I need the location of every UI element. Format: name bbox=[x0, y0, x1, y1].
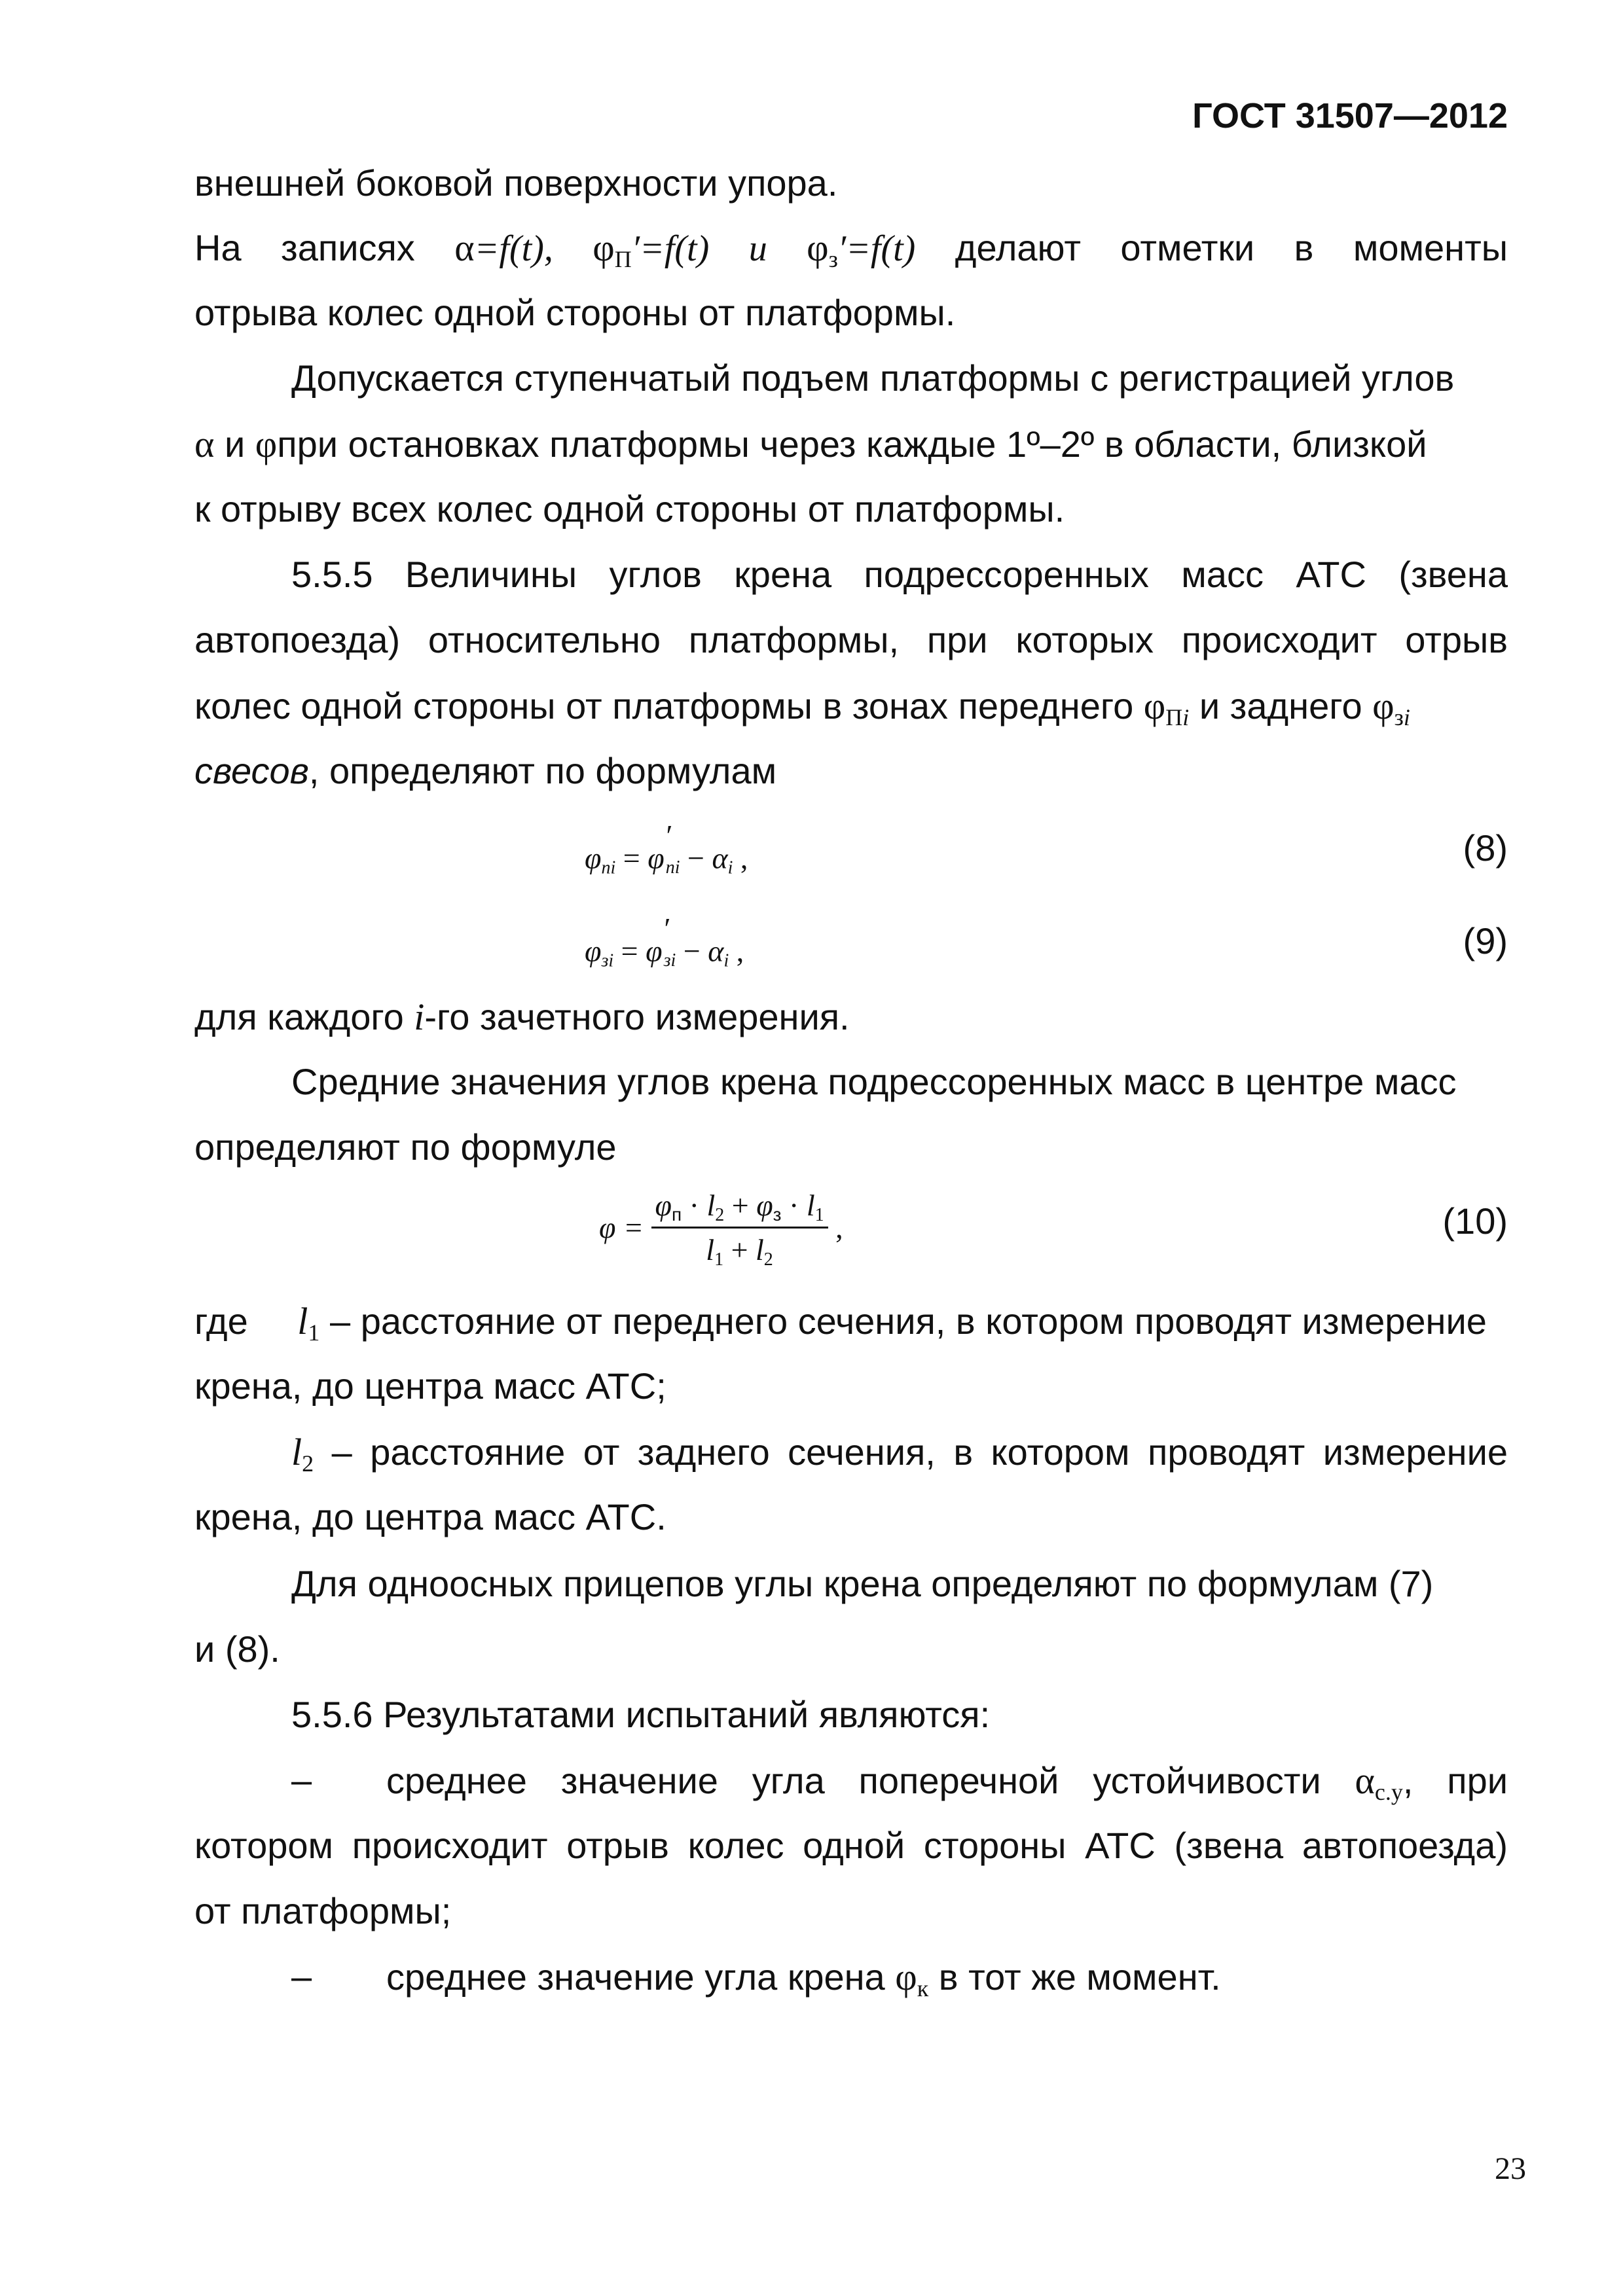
list-item-1-line-1: среднее значение угла поперечной устойчивости $\alpha_{с.у}$, при bbox=[386, 1759, 1508, 1805]
definition-l2: $l_2$ – расстояние от заднего сечения, в котором проводят измерение bbox=[291, 1431, 1508, 1477]
symbol-l2: $l_2$ bbox=[291, 1431, 314, 1477]
paragraph-7-line-2: и (8). bbox=[194, 1628, 280, 1670]
equation-8: $\varphi_{пi} = \varphi'_{пi} - \alpha_i$ , bbox=[585, 819, 748, 878]
paragraph-7-line-1: Для одноосных прицепов углы крена определяют по формулам (7) bbox=[291, 1563, 1434, 1604]
definition-l1: где $l_1$ – расстояние от переднего сечения, в котором проводят измерение bbox=[194, 1300, 1487, 1346]
paragraph-3-line-1: Допускается ступенчатый подъем платформы с регистрацией углов bbox=[291, 357, 1455, 399]
equation-10-number: (10) bbox=[1442, 1200, 1508, 1242]
paragraph-4-line-1: 5.5.5 Величины углов крена подрессоренных масс АТС (звена bbox=[291, 554, 1508, 595]
symbol-phi-k: $\varphi_к$ bbox=[895, 1956, 929, 2001]
symbol-l1: $l_1$ bbox=[297, 1300, 320, 1346]
equation-10-fraction bbox=[651, 1188, 828, 1270]
list-item-1-line-2: котором происходит отрыв колес одной стороны АТС (звена автопоезда) bbox=[194, 1825, 1508, 1866]
paragraph-1: внешней боковой поверхности упора. bbox=[194, 162, 838, 204]
paragraph-4-line-3: колес одной стороны от платформы в зонах переднего $\varphi_{Пi}$ и заднего $\varphi_{зi}$ bbox=[194, 685, 1410, 730]
list-item-1-dash: – bbox=[291, 1759, 312, 1801]
fraction-numerator: $\varphi_п \cdot l_2 + \varphi_з \cdot l_1$ bbox=[651, 1188, 828, 1229]
paragraph-3-line-3: к отрыву всех колес одной стороны от платформы. bbox=[194, 488, 1065, 529]
page-number: 23 bbox=[1495, 2151, 1526, 2186]
paragraph-3-line-2: α и φпри остановках платформы через каждые 1º–2º в области, близкой bbox=[194, 423, 1427, 465]
paragraph-2-line-1: На записях α=f(t), $\varphi_П'=f(t)$ и $\varphi_з'=f(t)$ делают отметки в моменты bbox=[194, 226, 1508, 272]
list-item-2-dash: – bbox=[291, 1956, 312, 1997]
paragraph-8: 5.5.6 Результатами испытаний являются: bbox=[291, 1694, 991, 1735]
doc-id: ГОСТ 31507—2012 bbox=[1192, 96, 1508, 135]
paragraph-4-line-2: автопоезда) относительно платформы, при которых происходит отрыв bbox=[194, 619, 1508, 660]
definition-l2-cont: крена, до центра масс АТС. bbox=[194, 1496, 666, 1537]
fraction-denominator: $l_1 + l_2$ bbox=[706, 1233, 773, 1270]
paragraph-4-line-4: свесов, определяют по формулам bbox=[194, 750, 777, 791]
list-item-1-line-3: от платформы; bbox=[194, 1890, 452, 1931]
paragraph-6-line-1: Средние значения углов крена подрессоренных масс в центре масс bbox=[291, 1061, 1457, 1102]
symbol-phi-p-i: $\varphi_{Пi}$ bbox=[1143, 685, 1190, 730]
paragraph-5: для каждого i-го зачетного измерения. bbox=[194, 996, 850, 1038]
symbol-alpha-su: $\alpha_{с.у}$ bbox=[1355, 1759, 1403, 1805]
formula-phi-p-ft: $\varphi_П'=f(t)$ bbox=[593, 226, 710, 272]
document-header bbox=[1192, 98, 1508, 134]
equation-9: $\varphi_{зi} = \varphi'_{зi} - \alpha_i$ , bbox=[585, 912, 744, 971]
definition-l1-cont: крена, до центра масс АТС; bbox=[194, 1365, 666, 1407]
equation-9-number: (9) bbox=[1463, 920, 1508, 961]
list-item-2: среднее значение угла крена $\varphi_к$ в тот же момент. bbox=[386, 1956, 1221, 2001]
equation-10: φ = $\frac{\varphi_п \cdot l_2 + \varphi_з \cdot l_1}{l_1 + l_2}$ , bbox=[599, 1189, 843, 1270]
symbol-phi-z-i: $\varphi_{зi}$ bbox=[1372, 685, 1410, 730]
equation-8-number: (8) bbox=[1463, 827, 1508, 869]
paragraph-6-line-2: определяют по формуле bbox=[194, 1126, 617, 1168]
formula-alpha-ft: α=f(t), bbox=[454, 226, 553, 269]
formula-phi-z-ft: $\varphi_з'=f(t)$ bbox=[807, 226, 916, 272]
paragraph-2-line-2: отрыва колес одной стороны от платформы. bbox=[194, 292, 956, 333]
